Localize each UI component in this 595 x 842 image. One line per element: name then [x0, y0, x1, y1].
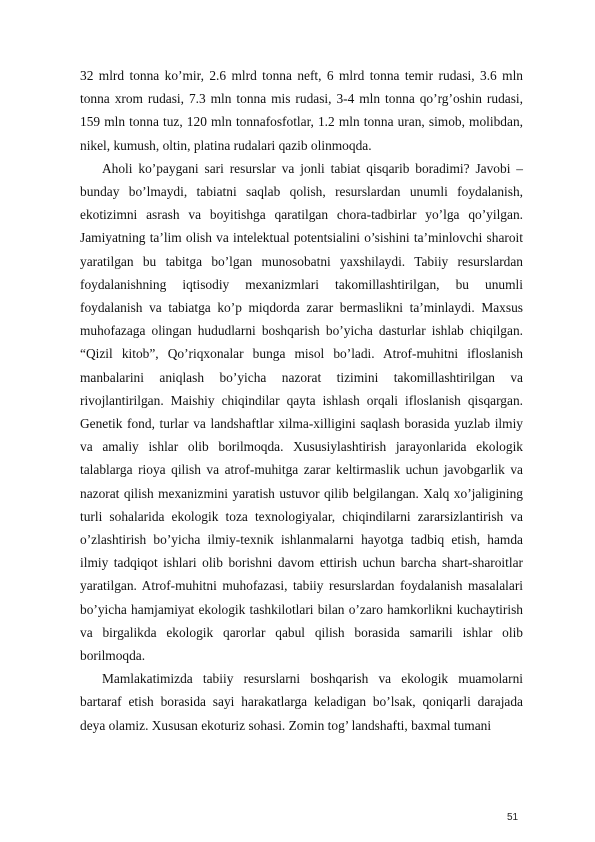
paragraph-1: 32 mlrd tonna ko’mir, 2.6 mlrd tonna neft, 6 mlrd tonna temir rudasi, 3.6 mln tonna xrom rudasi, 7.3 mln tonna mis rudasi, 3-4 mln tonna qo’rg’oshin rudasi, 159 mln tonna tuz, 120 mln tonnafosfotlar, 1.2 mln tonna uran, simob, molibdan, nikel, kumush, oltin, platina rudalari qazib olinmoqda. [80, 68, 523, 153]
paragraph-2: Aholi ko’paygani sari resurslar va jonli tabiat qisqarib boradimi? Javobi – bunday bo’lmaydi, tabiatni saqlab qolish, resurslardan unumli foydalanish, ekotizimni asrash va boyitishga qaratilgan chora-tadbirlar yo’lga qo’yilgan. Jamiyatning ta’lim olish va intelektual potentsialini o’sishini ta’minlovchi sharoit yaratilgan bu tabitga bo’lgan munosobatni yaxshilaydi. Tabiiy resurslardan foydalanishning iqtisodiy mexanizmlari takomillashtirilgan, bu unumli foydalanish va tabiatga ko’p miqdorda zarar bermaslikni ta’minlaydi. Maxsus muhofazaga olingan hududlarni boshqarish bo’yicha dasturlar ishlab chiqilgan. “Qizil kitob”, Qo’riqxonalar bunga misol bo’ladi. Atrof-muhitni ifloslanish manbalarini aniqlash bo’yicha nazorat tizimini takomillashtirilgan va rivojlantirilgan. Maishiy chiqindilar qayta ishlash orqali ifloslanish qisqargan. Genetik fond, turlar va landshaftlar xilma-xilligini saqlash borasida yuzlab ilmiy va amaliy ishlar olib borilmoqda. Xususiylashtirish jarayonlarida ekologik talablarga rioya qilish va atrof-muhitga zarar keltirmaslik uchun javobgarlik va nazorat qilish mexanizmini yaratish ustuvor qilib belgilangan. Xalq xo’jaligining turli sohalarida ekologik toza texnologiyalar, chiqindilarni zararsizlantirish va o’zlashtirish bo’yicha ilmiy-texnik ishlanmalarni hayotga tadbiq etish, hamda ilmiy tadqiqot ishlari olib borishni davom ettirish uchun barcha shart-sharoitlar yaratilgan. Atrof-muhitni muhofazasi, tabiiy resurslardan foydalanish masalalari bo’yicha hamjamiyat ekologik tashkilotlari bilan o’zaro hamkorlikni kuchaytirish va birgalikda ekologik qarorlar qabul qilish borasida samarili ishlar olib borilmoqda. [80, 160, 523, 664]
paragraph-3: Mamlakatimizda tabiiy resurslarni boshqarish va ekologik muamolarni bartaraf etish borasida sayi harakatlarga keladigan bo’lsak, qoniqarli darajada deya olamiz. Xususan ekoturiz sohasi. Zomin tog’ landshafti, baxmal tumani [80, 671, 523, 733]
document-page [80, 64, 523, 737]
page-number: 51 [507, 812, 519, 823]
